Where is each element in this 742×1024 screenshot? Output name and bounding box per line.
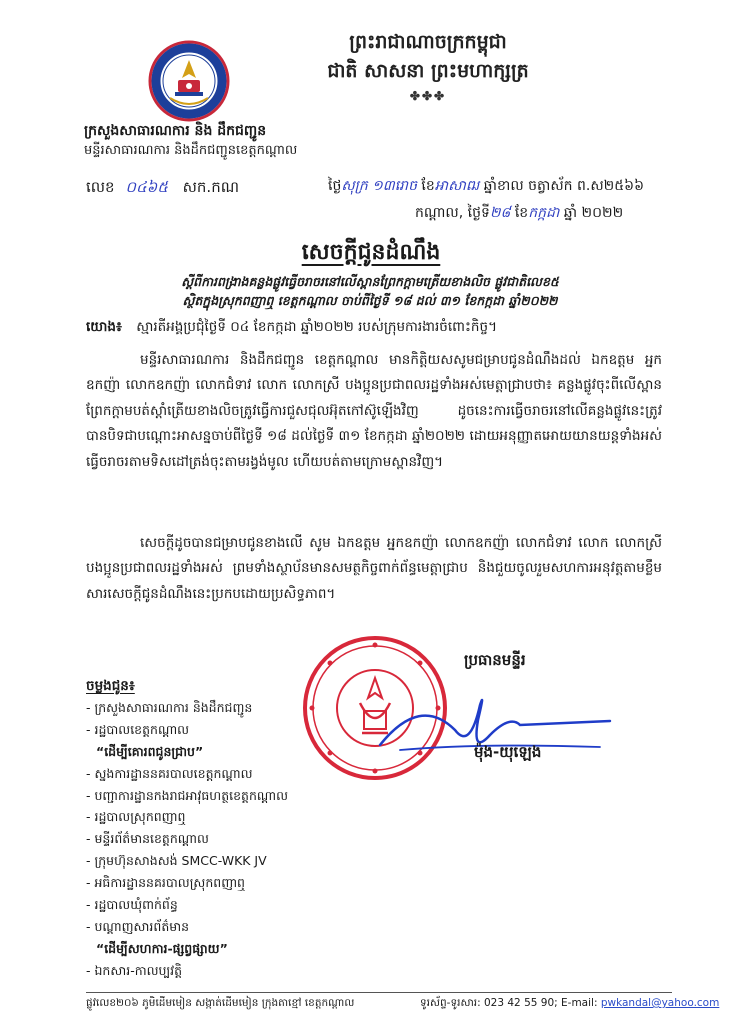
recipient-item: - មន្ទីរព័ត៌មានខេត្តកណ្តាល [86, 831, 209, 847]
recipient-item: - រដ្ឋបាលឃុំពាក់ព័ន្ធ [86, 896, 178, 912]
director-title: ប្រធានមន្ទីរ [464, 651, 526, 669]
director-name: ម៉ុង-យុឡេង [474, 743, 542, 761]
notice-subject [110, 272, 630, 311]
footer-divider [86, 992, 672, 993]
recipient-item: - ឯកសារ-កាលប្បវត្តិ [86, 962, 183, 978]
body-paragraph-1: មន្ទីរសាធារណការ និងដឹកជញ្ជូន ខេត្តកណ្តាល មានកិត្តិយសសូមជម្រាបជូនដំណឹងដល់ ឯកឧត្តម អ្នកឧកញ៉ា លោកឧកញ៉ា លោកជំទាវ លោក លោកស្រី បងប្អូនប្រជាពលរដ្ឋទាំងអស់មេត្តាជ្រាបថា៖ គន្លងផ្លូវចុះពីលើស្ពានព្រែកក្តាមបត់ស្តាំត្រើយខាងលិចត្រូវធ្វើការជួសជុលអ៊ុតកៅស៊ូឡើងវិញ ដូចនេះការធ្វើចរាចរនៅលើគន្លងផ្លូវនេះត្រូវបានបិទជាបណ្តោះអាសន្នចាប់ពីថ្ងៃទី ១៨ ដល់ថ្ងៃទី ៣១ ខែកក្កដា ឆ្នាំ២០២២ ដោយអនុញ្ញាតអោយយានយន្តទាំងអស់ធ្វើចរាចរតាមទិសដៅត្រង់ចុះតាមរង្វង់មូល ហើយបត់តាមក្រោមស្ពានវិញ។ [86, 352, 662, 470]
solar-day: ២៨ [489, 205, 511, 221]
recipient-item: - ក្រសួងសាធារណការ និងដឹកជញ្ជូន [86, 700, 253, 715]
department-name: មន្ទីរសាធារណការ និងដឹកជញ្ជូនខេត្តកណ្តាល [84, 143, 298, 158]
reference [86, 318, 686, 338]
ministry-logo [148, 40, 230, 122]
recipient-item: “ដើម្បីសហការ-ផ្សព្វផ្សាយ” [96, 940, 228, 956]
ministry-name: ក្រសួងសាធារណការ និង ដឹកជញ្ជូន [84, 123, 267, 139]
reference-text: ស្មារតីអង្គប្រជុំថ្ងៃទី ០៤ ខែកក្កដា ឆ្នាំ២០២២ របស់ក្រុមការងារចំពោះកិច្ច។ [136, 319, 497, 335]
solar-date [415, 203, 623, 224]
recipient-item: - ក្រុមហ៊ុនសាងសង់ SMCC-WKK JV [86, 853, 267, 869]
solar-month-prefix: ខែ [514, 205, 529, 221]
reference-label: យោង៖ [86, 319, 122, 335]
email-link[interactable]: pwkandal@yahoo.com [600, 997, 720, 1009]
recipient-item: - រដ្ឋបាលស្រុកពញាឮ [86, 809, 186, 825]
recipient-item: - រដ្ឋបាលខេត្តកណ្តាល [86, 721, 190, 737]
phone-number: 023 42 55 90; [484, 997, 558, 1009]
recipients-list [86, 697, 288, 981]
kingdom-title: ព្រះរាជាណាចក្រកម្ពុជា [349, 31, 507, 53]
subject-line-1: ស្តីពីការពង្រាងគន្លងផ្លូវធ្វើចរាចរនៅលើស្ពានព្រែកក្តាមត្រើយខាងលិច ផ្លូវជាតិលេខ៥ [181, 274, 559, 289]
lunar-month-prefix: ខែ [421, 178, 435, 194]
recipients-label: ចម្លងជូន៖ [86, 678, 135, 694]
notice-title: សេចក្តីជូនដំណឹង [301, 240, 441, 265]
kingdom-heading [278, 28, 578, 105]
recipient-item: - បញ្ជាការដ្ឋានកងរាជអាវុធហត្ថខេត្តកណ្តាល [86, 787, 289, 803]
footer-contact [420, 997, 719, 1012]
document-number [86, 178, 239, 200]
subject-line-2: ស្ថិតក្នុងស្រុកពញាឮ ខេត្តកណ្តាល ចាប់ពីថ្ងៃទី ១៨ ដល់ ៣១ ខែកក្កដា ឆ្នាំ២០២២ [182, 293, 558, 309]
solar-year: ឆ្នាំ ២០២២ [563, 205, 624, 221]
footer-address: ផ្លូវលេខ២០៦ ភូមិដើមមៀន សង្កាត់ដើមមៀន ក្រុងតាខ្មៅ ខេត្តកណ្តាល [86, 997, 355, 1009]
recipient-item: - បណ្តាញសារព័ត៌មាន [86, 918, 190, 934]
header-separator: ✤✤✤ [409, 88, 447, 103]
number-value: ០៤៦៥ [125, 178, 168, 196]
lunar-date [328, 176, 644, 197]
national-motto: ជាតិ សាសនា ព្រះមហាក្សត្រ [327, 60, 529, 83]
number-suffix: សក.កណ [182, 178, 240, 196]
lunar-year: ឆ្នាំខាល ចត្វាស័ក ព.ស២៥៦៦ [483, 178, 644, 194]
solar-prefix: កណ្តាល, ថ្ងៃទី [415, 205, 490, 221]
lunar-day: សុក្រ ១៣រោច [341, 178, 417, 194]
number-label: លេខ [86, 178, 115, 196]
lunar-prefix: ថ្ងៃ [328, 178, 342, 194]
recipient-item: “ដើម្បីគោរពជូនជ្រាប” [96, 743, 204, 759]
lunar-month: អាសាឍ [434, 178, 480, 194]
solar-month: កក្កដា [528, 205, 560, 221]
body-paragraph-2: សេចក្តីដូចបានជម្រាបជូនខាងលើ សូម ឯកឧត្តម អ្នកឧកញ៉ា លោកឧកញ៉ា លោកជំទាវ លោក លោកស្រី បងប្អូនប្រជាពលរដ្ឋទាំងអស់ ព្រមទាំងស្ថាប័នមានសមត្ថកិច្ចពាក់ព័ន្ធមេត្តាជ្រាប និងជួយចូលរួមសហការអនុវត្តតាមខ្លឹមសារសេចក្តីជូនដំណឹងនេះប្រកបដោយប្រសិទ្ធភាព។ [86, 535, 662, 602]
recipient-item: - ស្នងការដ្ឋាននគរបាលខេត្តកណ្តាល [86, 765, 253, 781]
email-label: E-mail: [561, 997, 598, 1009]
recipient-item: - អធិការដ្ឋាននគរបាលស្រុកពញាឮ [86, 875, 245, 890]
phone-label: ទូរស័ព្ទ-ទូរសារ: [420, 997, 481, 1009]
